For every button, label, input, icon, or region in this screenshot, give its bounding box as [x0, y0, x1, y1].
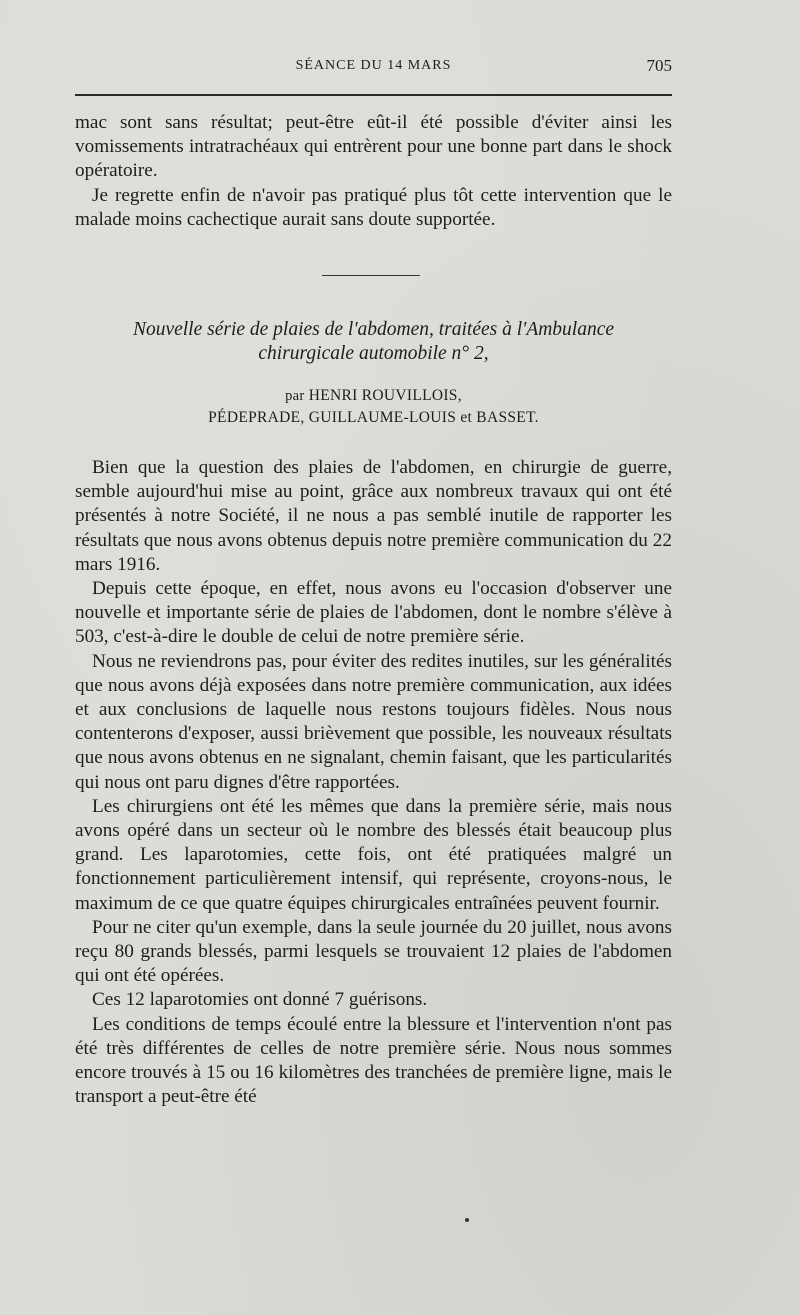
article-title — [75, 318, 672, 366]
article-authors — [75, 385, 672, 428]
body-paragraph-3: Nous ne reviendrons pas, pour éviter des redites inutiles, sur les généralités que nous avons déjà exposées dans notre première communication, aux idées et aux conclusions de laquelle nous restons toujours fidèles. Nous nous contenterons d'exposer, aussi brièvement que possible, les nouveaux résultats que nous avons obtenus en ne signalant, chemin faisant, que les particularités qui nous ont paru dignes d'être rapportées. — [75, 650, 672, 793]
authors-line-1: HENRI ROUVILLOIS, — [308, 387, 462, 404]
body-paragraph-6: Ces 12 laparotomies ont donné 7 guérisons. — [92, 989, 428, 1011]
intro-text — [75, 111, 672, 232]
page-number: 705 — [646, 56, 672, 75]
intro-paragraph-2: Je regrette enfin de n'avoir pas pratiqué plus tôt cette intervention que le malade moins cachectique aurait sans doute supportée. — [75, 184, 672, 230]
intro-paragraph-1: mac sont sans résultat; peut-être eût-il été possible d'éviter ainsi les vomissements intratrachéaux qui entrèrent pour une bonne part dans le shock opératoire. — [75, 112, 672, 182]
body-paragraph-5: Pour ne citer qu'un exemple, dans la seule journée du 20 juillet, nous avons reçu 80 grands blessés, parmi lesquels se trouvaient 12 plaies de l'abdomen qui ont été opérées. — [75, 916, 672, 987]
page-header — [75, 58, 672, 82]
body-paragraph-4: Les chirurgiens ont été les mêmes que dans la première série, mais nous avons opéré dans un secteur où le nombre des blessés était beaucoup plus grand. Les laparotomies, cette fois, ont été pratiquées malgré un fonctionnement particulièrement intensif, qui représente, croyons-nous, le maximum de ce que quatre équipes chirurgicales entraînées peuvent fournir. — [75, 795, 672, 914]
running-title: SÉANCE DU 14 MARS — [295, 58, 452, 73]
body-paragraph-7: Les conditions de temps écoulé entre la blessure et l'intervention n'ont pas été très différentes de celles de notre première série. Nous nous sommes encore trouvés à 15 ou 16 kilomètres des tranchées de première ligne, mais le transport a peut-être été — [75, 1013, 672, 1108]
by-label: par — [285, 388, 305, 404]
section-divider — [322, 275, 420, 276]
authors-line-2: PÉDEPRADE, GUILLAUME-LOUIS et BASSET. — [208, 409, 539, 426]
header-rule — [75, 94, 672, 96]
print-mark — [465, 1218, 469, 1222]
article-title-line-2: chirurgicale automobile n° 2, — [258, 343, 489, 364]
body-paragraph-1: Bien que la question des plaies de l'abdomen, en chirurgie de guerre, semble aujourd'hui mise au point, grâce aux nombreux travaux qui ont été présentés à notre Société, il ne nous a pas semblé inutile de rapporter les résultats que nous avons obtenus depuis notre première communication du 22 mars 1916. — [75, 457, 672, 575]
article-body — [75, 456, 672, 1109]
body-paragraph-2: Depuis cette époque, en effet, nous avons eu l'occasion d'observer une nouvelle et importante série de plaies de l'abdomen, dont le nombre s'élève à 503, c'est-à-dire le double de celui de notre première série. — [75, 578, 672, 648]
article-title-line-1: Nouvelle série de plaies de l'abdomen, traitées à l'Ambulance — [132, 319, 615, 340]
